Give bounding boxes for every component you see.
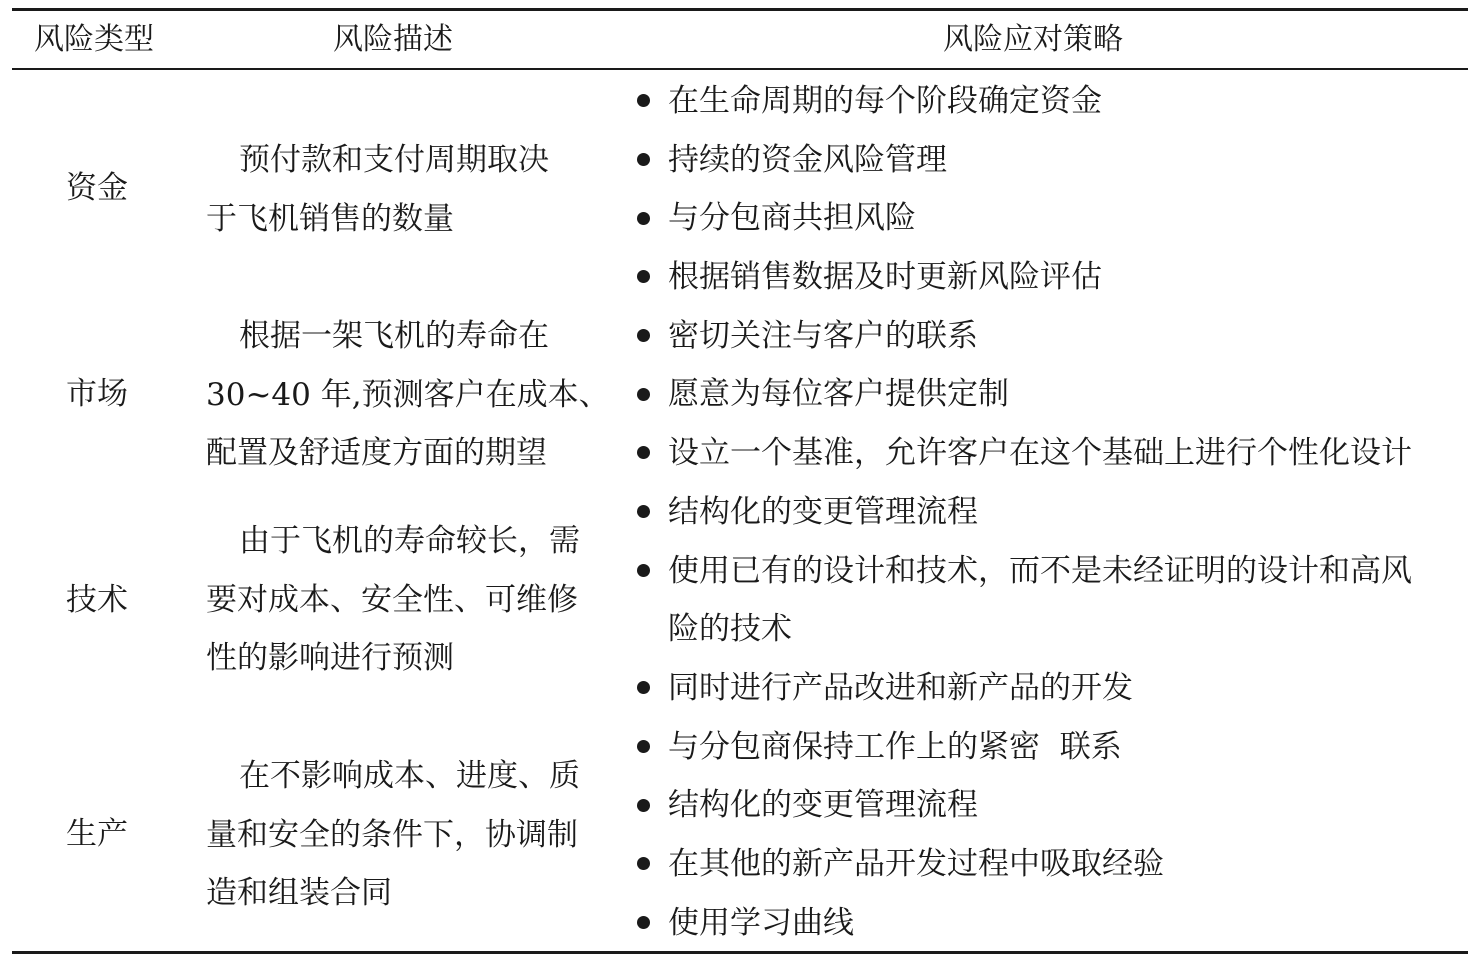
bullet-icon <box>637 446 650 459</box>
bullet-icon <box>637 916 650 929</box>
description-line: 配置及舒适度方面的期望 <box>206 435 547 472</box>
risk-type-market: 市场 <box>66 376 128 412</box>
header-risk-description: 风险描述 <box>333 22 453 57</box>
strategy-item: 同时进行产品改进和新产品的开发 <box>636 659 1466 718</box>
description-line: 由于飞机的寿命较长，需 <box>239 523 580 559</box>
strategy-item: 在其他的新产品开发过程中吸取经验 <box>636 835 1466 894</box>
bullet-icon <box>637 857 650 870</box>
header-risk-type: 风险类型 <box>34 22 154 57</box>
bullet-icon <box>637 329 650 342</box>
strategy-item: 密切关注与客户的联系 <box>636 307 1466 366</box>
description-line: 30~40 年,预测客户在成本、 <box>206 376 610 413</box>
risk-description-production <box>206 747 606 923</box>
bullet-icon <box>637 212 650 225</box>
bullet-icon <box>637 505 650 518</box>
risk-type-production: 生产 <box>66 816 128 852</box>
risk-description-technology <box>206 512 606 688</box>
strategy-item: 持续的资金风险管理 <box>636 131 1466 190</box>
strategy-item: 设立一个基准，允许客户在这个基础上进行个性化设计 <box>636 424 1466 483</box>
description-line: 要对成本、安全性、可维修 <box>206 581 578 618</box>
strategy-item: 在生命周期的每个阶段确定资金 <box>636 72 1466 131</box>
strategy-item: 使用已有的设计和技术，而不是未经证明的设计和高风 <box>636 542 1466 601</box>
strategy-item: 与分包商保持工作上的紧密 联系 <box>636 718 1466 777</box>
strategy-item: 愿意为每位客户提供定制 <box>636 365 1466 424</box>
bullet-icon <box>637 270 650 283</box>
description-line: 预付款和支付周期取决 <box>239 142 549 178</box>
bullet-icon <box>637 153 650 166</box>
bullet-icon <box>637 740 650 753</box>
bullet-icon <box>637 681 650 694</box>
bullet-icon <box>637 388 650 401</box>
risk-type-technology: 技术 <box>66 582 128 618</box>
description-line: 造和组装合同 <box>206 875 392 912</box>
strategy-item: 结构化的变更管理流程 <box>636 483 1466 542</box>
table-bottom-rule <box>12 951 1468 954</box>
strategy-item: 根据销售数据及时更新风险评估 <box>636 248 1466 307</box>
strategy-item: 与分包商共担风险 <box>636 189 1466 248</box>
strategy-item: 使用学习曲线 <box>636 894 1466 953</box>
risk-description-funding <box>206 131 606 248</box>
strategy-item: 结构化的变更管理流程 <box>636 776 1466 835</box>
table-header-rule <box>12 68 1468 70</box>
header-risk-strategy: 风险应对策略 <box>943 22 1123 57</box>
table-top-rule <box>12 8 1468 11</box>
bullet-icon <box>637 564 650 577</box>
strategy-list <box>636 72 1466 952</box>
description-line: 于飞机销售的数量 <box>206 200 454 237</box>
risk-type-funding: 资金 <box>66 170 128 206</box>
description-line: 量和安全的条件下，协调制 <box>206 816 578 853</box>
risk-description-market <box>206 307 610 483</box>
bullet-icon <box>637 94 650 107</box>
description-line: 在不影响成本、进度、质 <box>239 758 580 794</box>
description-line: 根据一架飞机的寿命在 <box>239 318 549 354</box>
description-line: 性的影响进行预测 <box>206 640 454 677</box>
strategy-item-continuation: 险的技术 <box>668 611 792 648</box>
bullet-icon <box>637 799 650 812</box>
